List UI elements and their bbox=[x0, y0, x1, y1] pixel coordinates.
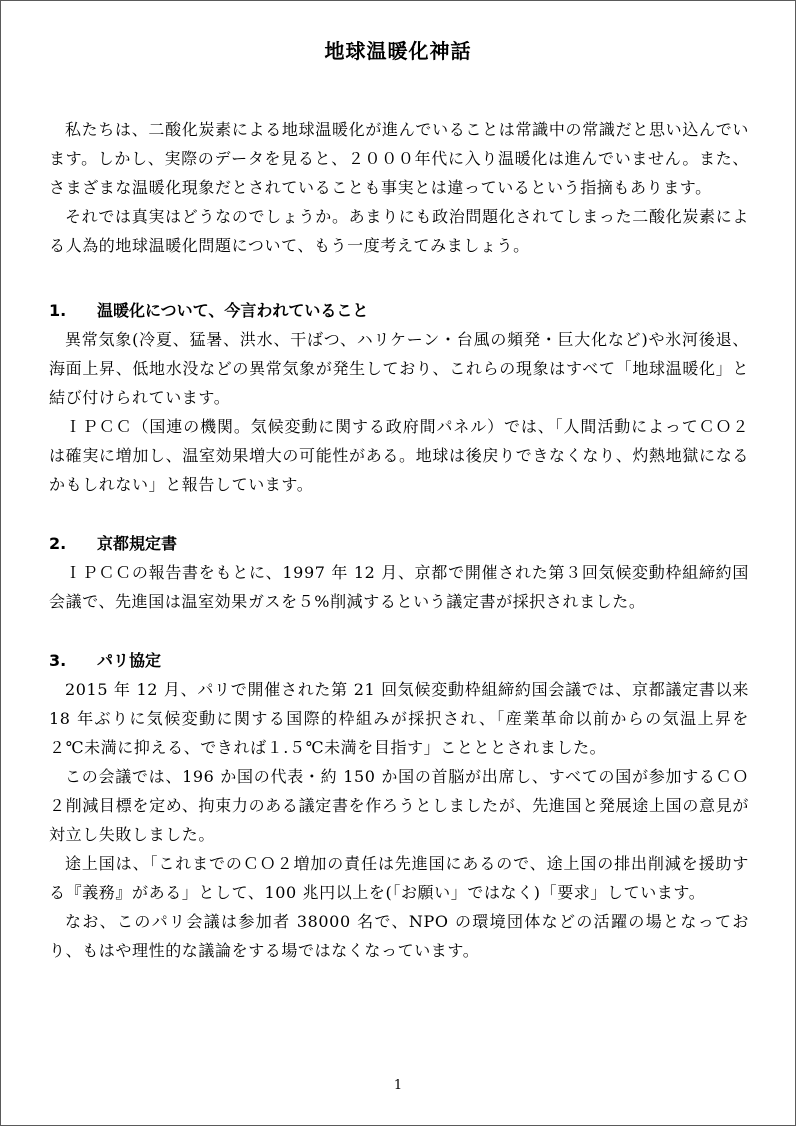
intro-paragraph: 私たちは、二酸化炭素による地球温暖化が進んでいることは常識中の常識だと思い込んでいます。しかし、実際のデータを見ると、２０００年代に入り温暖化は進んでいません。また、さまざまな温暖化現象だとされていることも事実とは違っているという指摘もあります。 bbox=[49, 120, 749, 197]
section-number: 3. bbox=[49, 651, 67, 670]
section-number: 2. bbox=[49, 534, 67, 553]
section-paragraph: 途上国は、「これまでのＣＯ２増加の責任は先進国にあるので、途上国の排出削減を援助する『義務』がある」として、100 兆円以上を(「お願い」ではなく)「要求」しています。 bbox=[49, 854, 749, 902]
section-heading bbox=[49, 646, 749, 675]
section-paragraph: ＩＰＣＣの報告書をもとに、1997 年 12 月、京都で開催された第３回気候変動枠組締約国会議で、先進国は温室効果ガスを５%削減するという議定書が採択されました。 bbox=[49, 563, 749, 611]
section-paragraph: 異常気象(冷夏、猛暑、洪水、干ばつ、ハリケーン・台風の頻発・巨大化など)や氷河後退、海面上昇、低地水没などの異常気象が発生しており、これらの現象はすべて「地球温暖化」と結び付けられています。 bbox=[49, 330, 749, 407]
section-title: 京都規定書 bbox=[97, 534, 178, 553]
section-1 bbox=[49, 296, 749, 499]
section-number: 1. bbox=[49, 301, 67, 320]
section-paragraph: なお、このパリ会議は参加者 38000 名で、NPO の環境団体などの活躍の場となっており、もはや理性的な議論をする場ではなくなっています。 bbox=[49, 912, 749, 960]
section-title: パリ協定 bbox=[97, 651, 162, 670]
intro-paragraph: それでは真実はどうなのでしょうか。あまりにも政治問題化されてしまった二酸化炭素による人為的地球温暖化問題について、もう一度考えてみましょう。 bbox=[49, 207, 749, 255]
section-paragraph: この会議では、196 か国の代表・約 150 か国の首脳が出席し、すべての国が参加するＣＯ２削減目標を定め、拘束力のある議定書を作ろうとしましたが、先進国と発展途上国の意見が対立し失敗しました。 bbox=[49, 767, 749, 844]
section-paragraph: ＩＰＣＣ（国連の機関。気候変動に関する政府間パネル）では、「人間活動によってＣＯ２は確実に増加し、温室効果増大の可能性がある。地球は後戻りできなくなり、灼熱地獄になるかもしれない」と報告しています。 bbox=[49, 417, 749, 494]
document-body bbox=[49, 115, 749, 965]
section-paragraph: 2015 年 12 月、パリで開催された第 21 回気候変動枠組締約国会議では、京都議定書以来 18 年ぶりに気候変動に関する国際的枠組みが採択され、「産業革命以前からの気温上昇を２℃未満に抑える、できれば１.５℃未満を目指す」ことととされました。 bbox=[49, 680, 749, 757]
section-heading bbox=[49, 296, 749, 325]
page-number: 1 bbox=[393, 1078, 403, 1093]
document-title: 地球温暖化神話 bbox=[324, 39, 472, 63]
section-heading bbox=[49, 529, 749, 558]
section-title: 温暖化について、今言われていること bbox=[97, 301, 369, 320]
section-3 bbox=[49, 646, 749, 965]
section-2 bbox=[49, 529, 749, 616]
